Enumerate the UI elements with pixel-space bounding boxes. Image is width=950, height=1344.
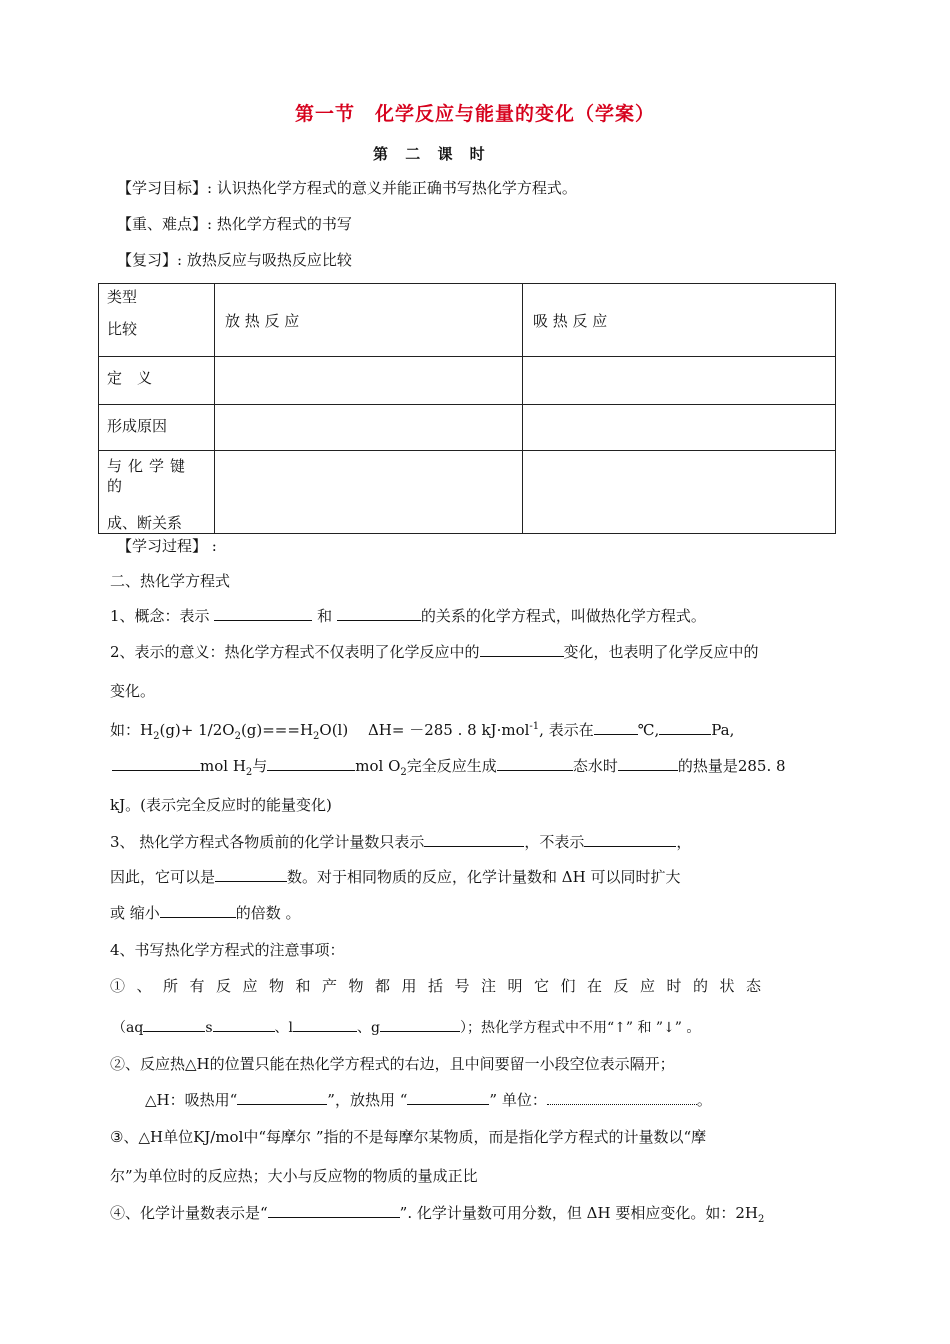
concept-line [110,606,706,626]
page-title: 第一节 化学反应与能量的变化（学案） [294,103,655,125]
text: ， [676,833,692,851]
header-endothermic: 吸 热 反 应 [523,284,836,357]
text: 、g [356,1020,380,1036]
subscript: 2 [245,767,253,778]
fill-blank[interactable] [594,720,638,735]
text: 3、 热化学方程式各物质前的化学计量数只表示 [110,833,425,851]
comparison-table [98,283,836,534]
meaning-line-2: 变化。 [110,682,156,700]
superscript: -1 [529,721,540,732]
process-heading: 【学习过程】 : [117,537,217,555]
fill-blank[interactable] [618,756,678,771]
note-3-line-2: 尔”为单位时的反应热；大小与反应物的物质的量成正比 [110,1167,478,1185]
fill-blank[interactable] [659,720,711,735]
text: , 表示在 [539,721,594,739]
note-3: ③、△H单位KJ/mol中“每摩尔 ”指的不是每摩尔某物质，而是指化学方程式的计量数以“摩 [110,1128,707,1146]
note-2-units [145,1090,712,1110]
fill-blank[interactable] [293,1017,357,1032]
corner-top-label: 类型 [107,288,138,306]
fill-blank[interactable] [268,1203,400,1218]
coefficient-line-3 [110,903,301,923]
text: Pa, [711,721,735,739]
meaning-line [110,642,759,662]
fill-blank[interactable] [584,832,676,847]
fill-blank[interactable] [480,642,564,657]
fill-blank[interactable] [215,867,287,882]
text: ”. 化学计量数可用分数，但 ΔH 要相应变化。如：2H [399,1204,758,1222]
text: ℃, [637,721,660,739]
lesson-subtitle: 第 二 课 时 [373,145,491,163]
equation-line-2 [112,756,786,783]
text: ，不表示 [524,833,585,851]
note-1-states [112,1017,700,1038]
fill-blank[interactable] [213,1017,275,1032]
equation-line-3: kJ。(表示完全反应时的能量变化) [110,796,332,814]
subscript: 2 [153,731,160,742]
fill-blank[interactable] [160,903,236,918]
fill-blank[interactable] [237,1090,327,1105]
row-label-cause: 形成原因 [99,405,215,451]
text: 2、表示的意义：热化学方程式不仅表明了化学反应中的 [110,643,480,661]
fill-blank[interactable] [547,1090,697,1105]
text: △H：吸热用“ [145,1091,238,1109]
fill-blank[interactable] [112,756,200,771]
coefficient-line [110,832,691,852]
fill-blank[interactable] [424,832,524,847]
row-label-bond [99,451,215,534]
table-cell-empty [215,405,523,451]
section-heading: 二、热化学方程式 [110,572,231,590]
table-cell-empty [523,357,836,405]
text: 、l [274,1020,293,1036]
fill-blank[interactable] [214,606,312,621]
note-4 [110,1203,764,1230]
text: 数。对于相同物质的反应，化学计量数和 ΔH 可以同时扩大 [287,868,681,886]
key-points: 【重、难点】: 热化学方程式的书写 [117,215,352,233]
text: 变化，也表明了化学反应中的 [563,643,759,661]
text: mol H [200,757,246,775]
table-cell-empty [215,451,523,534]
note-1: ①、所有反应物和产物都用括号注明它们在反应时的状态 [110,977,773,995]
fill-blank[interactable] [337,606,421,621]
notes-heading: 4、书写热化学方程式的注意事项： [110,941,345,959]
fill-blank[interactable] [143,1017,205,1032]
text: 的关系的化学方程式，叫做热化学方程式。 [420,607,706,625]
header-exothermic: 放 热 反 应 [215,284,523,357]
table-corner-cell [99,284,215,357]
subscript: 2 [234,731,241,742]
text: ④、化学计量数表示是“ [110,1204,268,1222]
learning-objectives: 【学习目标】: 认识热化学方程式的意义并能正确书写热化学方程式。 [117,179,577,197]
text: （aq [112,1020,144,1036]
subscript: 2 [400,767,407,778]
table-cell-empty [215,357,523,405]
text: ”，放热用 “ [327,1091,408,1109]
coefficient-line-2 [110,867,680,887]
fill-blank[interactable] [497,756,573,771]
text: 的倍数 。 [235,904,301,922]
row-label-definition: 定 义 [99,357,215,405]
subscript: 2 [757,1214,765,1225]
text: 1、概念：表示 [110,607,215,625]
text: 完全反应生成 [406,757,497,775]
fill-blank[interactable] [380,1017,460,1032]
text: 的热量是285. 8 [677,757,786,775]
text: (g)===H [240,721,314,739]
fill-blank[interactable] [407,1090,489,1105]
text: 如：H [110,721,154,739]
text: mol O [355,757,401,775]
review-heading: 【复习】: 放热反应与吸热反应比较 [117,251,352,269]
note-2: ②、反应热△H的位置只能在热化学方程式的右边，且中间要留一小段空位表示隔开； [110,1055,675,1073]
subscript: 2 [313,731,320,742]
text: 或 缩小 [110,904,160,922]
text: O(l) ΔH= －285 . 8 kJ·mol [319,721,530,739]
fill-blank[interactable] [267,756,355,771]
text: 。 [696,1091,712,1109]
equation-line [110,717,734,747]
row-label-bond-line2: 成、断关系 [107,514,183,532]
text: s [205,1020,213,1036]
text: 态水时 [572,757,618,775]
text: ）；热化学方程式中不用“↑” 和 ”↓” 。 [459,1020,701,1036]
text: (g)+ 1/2O [159,721,235,739]
text: 和 [312,607,337,625]
text: 因此，它可以是 [110,868,216,886]
table-cell-empty [523,405,836,451]
corner-bottom-label: 比较 [107,320,138,338]
text: ” 单位： [489,1091,547,1109]
table-cell-empty [523,451,836,534]
row-label-bond-line1: 与化学键的 [107,457,192,495]
text: 与 [252,757,268,775]
